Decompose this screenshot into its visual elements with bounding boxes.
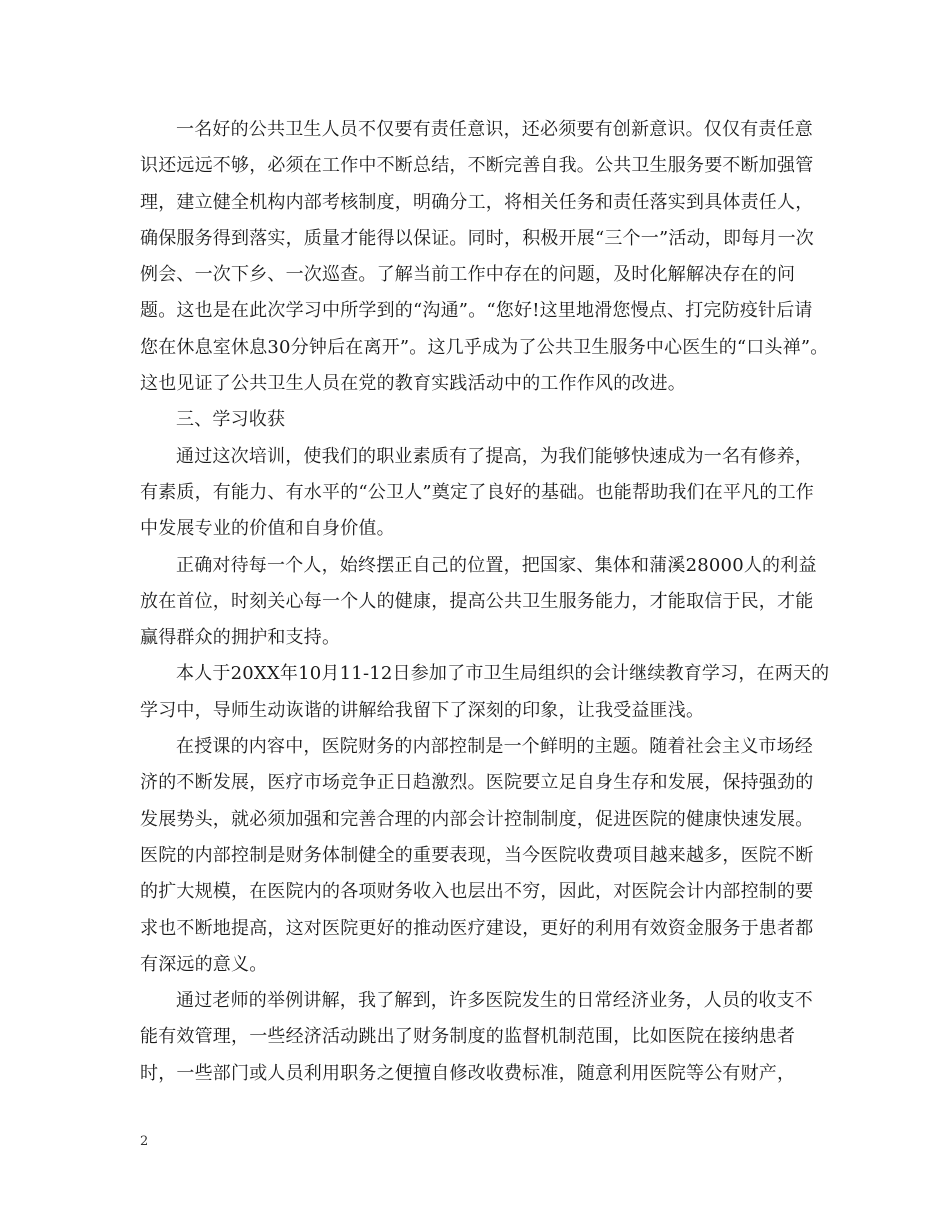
paragraph-training-benefits: 通过这次培训，使我们的职业素质有了提高，为我们能够快速成为一名有修养，有素质，有能力、有水平的“公卫人”奠定了良好的基础。也能帮助我们在平凡的工作中发展专业的价值和自身价值。: [140, 445, 815, 540]
paragraph-accounting-course: 本人于20XX年10月11-12日参加了市卫生局组织的会计继续教育学习，在两天的学习中，导师生动诙谐的讲解给我留下了深刻的印象，让我受益匪浅。: [140, 663, 830, 721]
document-body: [140, 112, 830, 1092]
paragraph-teacher-examples: 通过老师的举例讲解，我了解到，许多医院发生的日常经济业务，人员的收支不能有效管理，一些经济活动跳出了财务制度的监督机制范围，比如医院在接纳患者时，一些部门或人员利用职务之便擅自修改收费标准，随意利用医院等公有财产，: [140, 990, 813, 1084]
section-heading-learning-gains: 三、学习收获: [176, 409, 286, 431]
paragraph-internal-control: 在授课的内容中，医院财务的内部控制是一个鲜明的主题。随着社会主义市场经济的不断发展，医疗市场竞争正日趋激烈。医院要立足自身生存和发展，保持强劲的发展势头，就必须加强和完善合理的内部会计控制制度，促进医院的健康快速发展。医院的内部控制是财务体制健全的重要表现，当今医院收费项目越来越多，医院不断的扩大规模，在医院内的各项财务收入也层出不穷，因此，对医院会计内部控制的要求也不断地提高，这对医院更好的推动医疗建设，更好的利用有效资金服务于患者都有深远的意义。: [140, 736, 814, 975]
page-number: 2: [140, 1134, 149, 1149]
paragraph-public-health-innovation: 一名好的公共卫生人员不仅要有责任意识，还必须要有创新意识。仅仅有责任意识还远远不够，必须在工作中不断总结，不断完善自我。公共卫生服务要不断加强管理，建立健全机构内部考核制度，明确分工，将相关任务和责任落实到具体责任人，确保服务得到落实，质量才能得以保证。同时，积极开展“三个一”活动，即每月一次例会、一次下乡、一次巡查。了解当前工作中存在的问题，及时化解解决存在的问题。这也是在此次学习中所学到的“沟通”。“您好!这里地滑您慢点、打完防疫针后请您在休息室休息30分钟后在离开”。这几乎成为了公共卫生服务中心医生的“口头禅”。这也见证了公共卫生人员在党的教育实践活动中的工作作风的改进。: [140, 119, 829, 395]
paragraph-serving-people: 正确对待每一个人，始终摆正自己的位置，把国家、集体和蒲溪28000人的利益放在首位，时刻关心每一个人的健康，提高公共卫生服务能力，才能取信于民，才能赢得群众的拥护和支持。: [140, 554, 817, 649]
